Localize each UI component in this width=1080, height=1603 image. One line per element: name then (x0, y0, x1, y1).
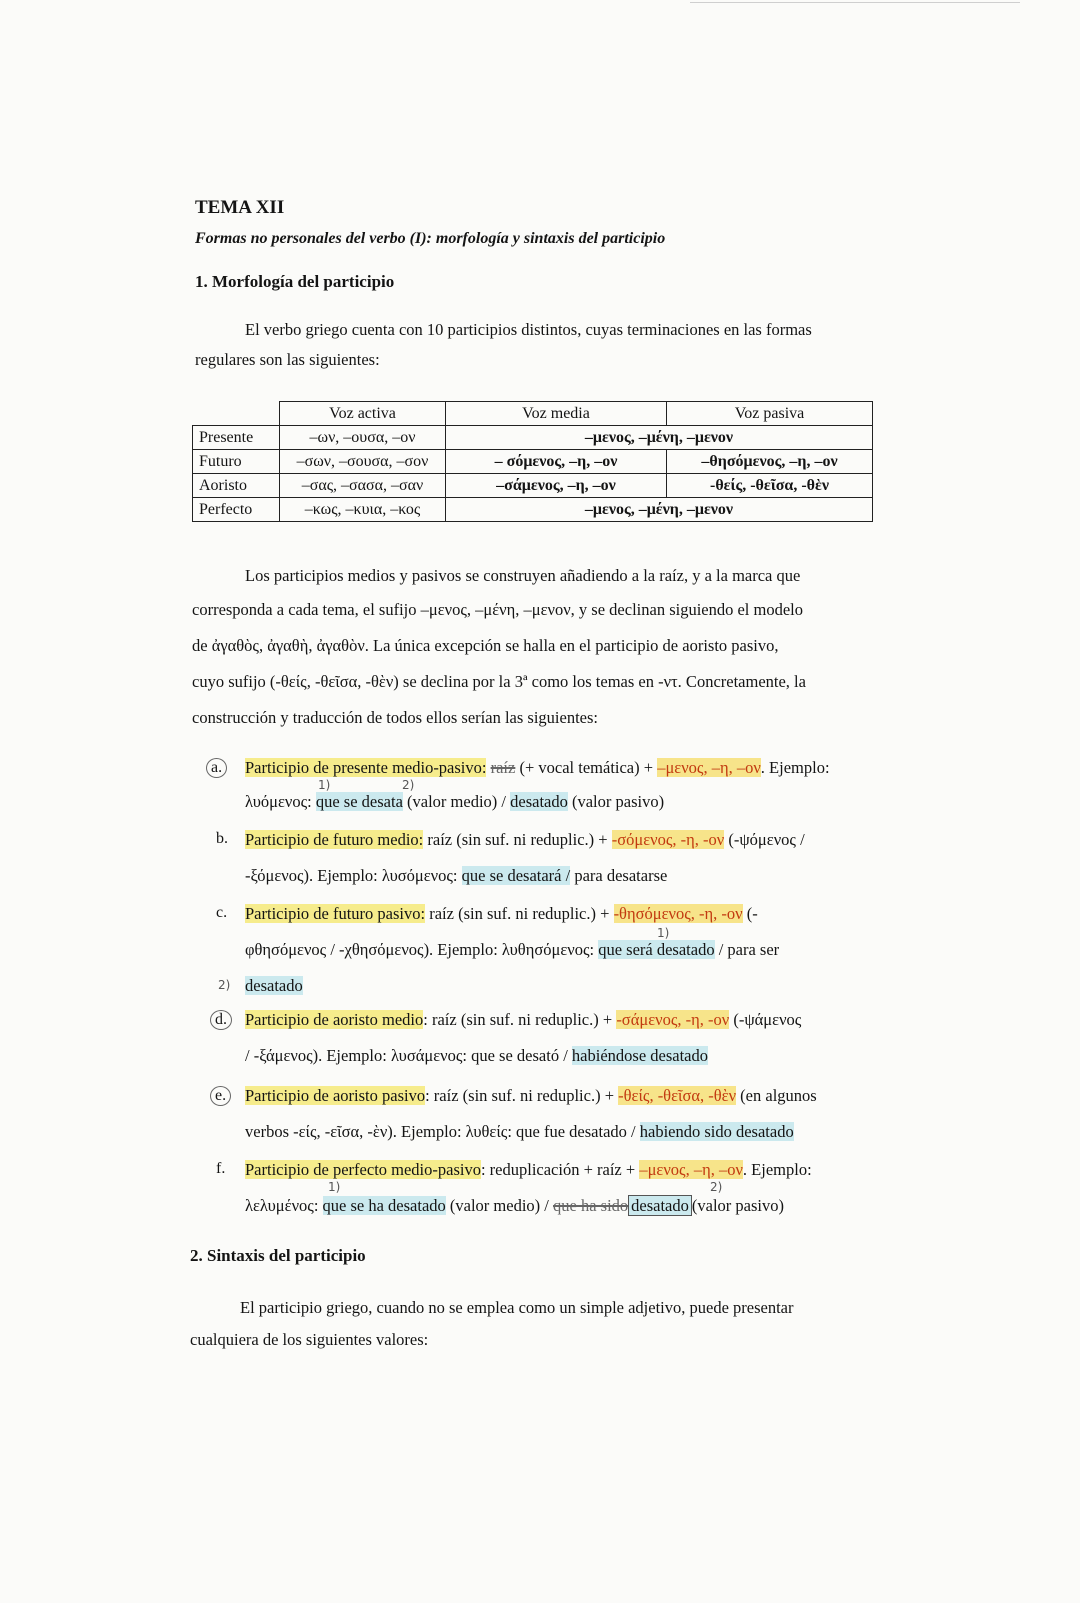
item-e-suffix: -θείς, -θεῖσα, -θὲν (618, 1086, 737, 1105)
intro-line-2: regulares son las siguientes: (195, 350, 380, 369)
item-e-rest: : raíz (sin suf. ni reduplic.) + (425, 1086, 615, 1105)
item-e-label: Participio de aoristo pasivo (245, 1086, 426, 1105)
item-a-translation-1: que se desata (315, 792, 403, 811)
table-corner (193, 402, 280, 426)
item-c-rest: raíz (sin suf. ni reduplic.) + (429, 904, 610, 923)
header-voz-pasiva: Voz pasiva (667, 402, 873, 426)
pen-mark-2-f: 2) (710, 1180, 723, 1194)
table-row (193, 450, 873, 474)
paragraph-line-4: cuyo sufijo (-θείς, -θεῖσα, -θὲν) se declina por la 3ª como los temas en -ντ. Concretamente, la (192, 672, 806, 691)
item-f-struck-words: que ha sido (553, 1196, 629, 1215)
section-2-line-1: El participio griego, cuando no se emplea como un simple adjetivo, puede presentar (240, 1298, 794, 1317)
section-2-line-2: cualquiera de los siguientes valores: (190, 1330, 429, 1349)
item-f-suffix: –μενος, –η, –ον (639, 1160, 743, 1179)
item-b-translation-1: que se desatará / (461, 866, 571, 885)
item-c-translation-1: que será desatado (598, 940, 715, 959)
item-a-word: λυόμενος: (245, 792, 312, 811)
item-e-line-2 (245, 1122, 794, 1142)
pen-mark-1-a: 1) (318, 778, 331, 792)
section-1-heading: 1. Morfología del participio (195, 272, 395, 291)
item-b-label: Participio de futuro medio: (245, 830, 424, 849)
item-a-line-2 (245, 792, 664, 812)
item-a-value-2: (valor pasivo) (571, 792, 665, 811)
cell-presente-activa: –ων, –ουσα, –ον (280, 426, 446, 450)
cell-futuro-pasiva: –θησόμενος, –η, –ον (667, 450, 873, 474)
item-a-ejemplo: . Ejemplo: (760, 758, 830, 777)
item-a-line-1 (245, 758, 830, 778)
paragraph-line-1: Los participios medios y pasivos se construyen añadiendo a la raíz, y a la marca que (245, 566, 801, 585)
item-a-value-1: (valor medio) / (407, 792, 506, 811)
item-c-label: Participio de futuro pasivo: (245, 904, 426, 923)
cell-perfecto-activa: –κως, –κυια, –κος (280, 498, 446, 522)
item-c-example: φθησόμενος / -χθησόμενος). Ejemplo: λυθησόμενος: (245, 940, 595, 959)
item-b-example: -ξόμενος). Ejemplo: λυσόμενος: (245, 866, 458, 885)
cell-perfecto-media-pasiva: –μενος, –μένη, –μενον (446, 498, 873, 522)
item-a-translation-2: desatado (510, 792, 568, 811)
participle-endings-table (192, 401, 873, 522)
item-e-example: verbos -είς, -εῖσα, -ὲν). Ejemplo: λυθείς: que fue desatado / (245, 1122, 636, 1141)
item-d-line-1 (245, 1010, 801, 1030)
item-d-example: / -ξάμενος). Ejemplo: λυσάμενος: que se desató / (245, 1046, 568, 1065)
item-b-suffix: -σόμενος, -η, -ον (611, 830, 725, 849)
paragraph-line-5: construcción y traducción de todos ellos serían las siguientes: (192, 708, 598, 727)
item-c-marker: c. (216, 904, 228, 921)
item-b-alt: (-ψόμενος / (728, 830, 805, 849)
item-c-suffix: -θησόμενος, -η, -ον (613, 904, 743, 923)
item-c-alt: (- (746, 904, 758, 923)
table-row (193, 498, 873, 522)
table-row (193, 426, 873, 450)
cell-aoristo-media: –σάμενος, –η, –ον (446, 474, 667, 498)
section-2-heading: 2. Sintaxis del participio (190, 1246, 366, 1265)
item-a-rest: (+ vocal temática) + (519, 758, 654, 777)
cell-aoristo-pasiva: -θείς, -θεῖσα, -θὲν (667, 474, 873, 498)
page-subtitle: Formas no personales del verbo (I): morfología y sintaxis del participio (195, 230, 666, 247)
item-f-translation-2: desatado (628, 1195, 692, 1216)
item-f-label: Participio de perfecto medio-pasivo (245, 1160, 481, 1179)
item-b-marker: b. (216, 830, 228, 847)
pen-mark-1-c: 1) (657, 926, 670, 940)
table-header-row (193, 402, 873, 426)
item-d-marker: d. (210, 1010, 232, 1030)
top-edge-line (690, 2, 1020, 3)
row-label-futuro: Futuro (193, 450, 280, 474)
item-f-value-1: (valor medio) / (449, 1196, 549, 1215)
item-c-line-3 (245, 976, 303, 996)
item-a-struck-word: raíz (490, 758, 516, 777)
item-f-word: λελυμένος: (245, 1196, 319, 1215)
item-d-translation: habiéndose desatado (571, 1046, 708, 1065)
cell-presente-media-pasiva: –μενος, –μένη, –μενον (446, 426, 873, 450)
item-f-marker: f. (216, 1160, 226, 1177)
item-c-line-1 (245, 904, 758, 924)
item-a-suffix: –μενος, –η, –ον (657, 758, 761, 777)
paragraph-line-2: corresponda a cada tema, el sufijo –μενος, –μένη, –μενον, y se declinan siguiendo el modelo (192, 600, 804, 619)
row-label-aoristo: Aoristo (193, 474, 280, 498)
paragraph-line-3: de ἀγαθὸς, ἀγαθὴ, ἀγαθὸν. La única excepción se halla en el participio de aoristo pasivo, (192, 636, 779, 655)
item-f-value-2: (valor pasivo) (691, 1196, 784, 1215)
item-c-translation-2: / para ser (718, 940, 780, 959)
cell-futuro-media: – σόμενος, –η, –ον (446, 450, 667, 474)
page-title: TEMA XII (195, 197, 285, 218)
item-e-marker: e. (210, 1086, 231, 1106)
item-a-label: Participio de presente medio-pasivo: (245, 758, 487, 777)
item-f-rest: : reduplicación + raíz + (480, 1160, 636, 1179)
item-f-line-2 (245, 1196, 784, 1216)
pen-mark-2-a: 2) (402, 778, 415, 792)
item-a-marker: a. (206, 758, 227, 778)
pen-mark-1-f: 1) (328, 1180, 341, 1194)
cell-futuro-activa: –σων, –σουσα, –σον (280, 450, 446, 474)
item-b-line-1 (245, 830, 805, 850)
item-d-rest: : raíz (sin suf. ni reduplic.) + (423, 1010, 613, 1029)
item-d-suffix: -σάμενος, -η, -ον (616, 1010, 730, 1029)
item-e-translation: habiendo sido desatado (639, 1122, 794, 1141)
item-b-line-2 (245, 866, 667, 886)
cell-aoristo-activa: –σας, –σασα, –σαν (280, 474, 446, 498)
intro-line-1: El verbo griego cuenta con 10 participios distintos, cuyas terminaciones en las formas (245, 320, 812, 339)
item-e-line-1 (245, 1086, 817, 1106)
pen-mark-2-c: 2) (218, 978, 231, 992)
header-voz-media: Voz media (446, 402, 667, 426)
item-d-alt: (-ψάμενος (733, 1010, 802, 1029)
item-f-translation-1: que se ha desatado (322, 1196, 446, 1215)
item-b-rest: raíz (sin suf. ni reduplic.) + (427, 830, 608, 849)
item-d-label: Participio de aoristo medio (245, 1010, 424, 1029)
item-f-line-1 (245, 1160, 812, 1180)
item-d-line-2 (245, 1046, 708, 1066)
table-row (193, 474, 873, 498)
row-label-perfecto: Perfecto (193, 498, 280, 522)
header-voz-activa: Voz activa (280, 402, 446, 426)
item-e-alt: (en algunos (740, 1086, 817, 1105)
row-label-presente: Presente (193, 426, 280, 450)
item-c-translation-3: desatado (245, 976, 303, 995)
item-f-ejemplo: . Ejemplo: (742, 1160, 812, 1179)
item-b-translation-2: para desatarse (574, 866, 668, 885)
item-c-line-2 (245, 940, 779, 960)
